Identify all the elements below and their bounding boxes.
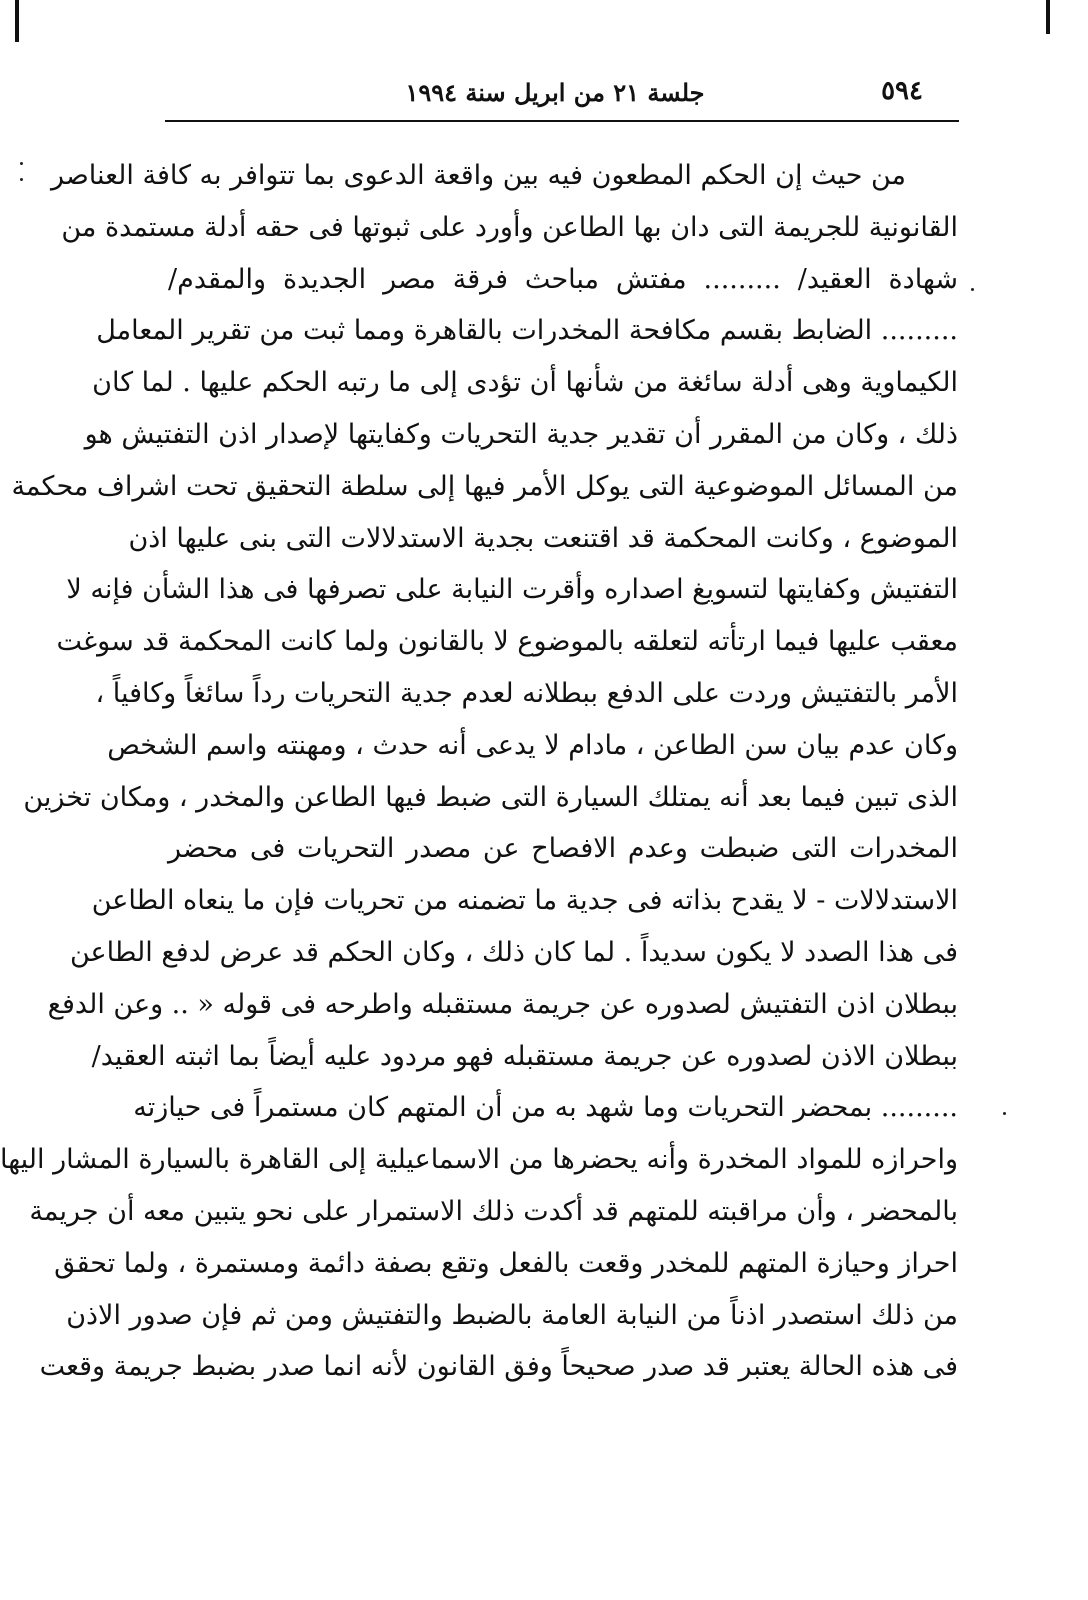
running-head: جلسة ٢١ من ابريل سنة ١٩٩٤ (405, 78, 705, 107)
scan-speck (20, 162, 23, 165)
text-line: ببطلان اذن التفتيش لصدوره عن جريمة مستقبله واطرحه فى قوله « .. وعن الدفع (47, 988, 958, 1020)
text-line: التفتيش وكفايتها لتسويغ اصداره وأقرت النيابة على تصرفها فى هذا الشأن فإنه لا (66, 574, 958, 606)
text-line: ببطلان الاذن لصدوره عن جريمة مستقبله فهو مردود عليه أيضاً بما اثبته العقيد/ (91, 1040, 958, 1072)
body-text (0, 150, 958, 1393)
text-line: واحرازه للمواد المخدرة وأنه يحضرها من الاسماعيلية إلى القاهرة بالسيارة المشار اليها (0, 1144, 958, 1176)
text-line: الأمر بالتفتيش وردت على الدفع ببطلانه لعدم جدية التحريات رداً سائغاً وكافياً ، (95, 677, 958, 709)
text-line: من ذلك استصدر اذناً من النيابة العامة بالضبط والتفتيش ومن ثم فإن صدور الاذن (66, 1299, 958, 1331)
scan-speck (971, 288, 974, 291)
text-line: ......... بمحضر التحريات وما شهد به من أن المتهم كان مستمراً فى حيازته (133, 1092, 958, 1124)
text-line: الذى تبين فيما بعد أنه يمتلك السيارة التى ضبط فيها الطاعن والمخدر ، ومكان تخزين (23, 781, 958, 813)
scan-speck (1003, 1112, 1006, 1115)
text-line: الكيماوية وهى أدلة سائغة من شأنها أن تؤدى إلى ما رتبه الحكم عليها . لما كان (92, 367, 958, 399)
scan-edge-mark (1046, 0, 1050, 34)
text-line: القانونية للجريمة التى دان بها الطاعن وأورد على ثبوتها فى حقه أدلة مستمدة من (61, 211, 958, 243)
text-line: احراز وحيازة المتهم للمخدر وقعت بالفعل وتقع بصفة دائمة ومستمرة ، ولما تحقق (54, 1247, 958, 1279)
text-line: وكان عدم بيان سن الطاعن ، مادام لا يدعى أنه حدث ، ومهنته واسم الشخص (107, 729, 958, 761)
text-line: المخدرات التى ضبطت وعدم الافصاح عن مصدر التحريات فى محضر (168, 833, 958, 865)
text-line: الموضوع ، وكانت المحكمة قد اقتنعت بجدية الاستدلالات التى بنى عليها اذن (128, 522, 958, 554)
text-line: بالمحضر ، وأن مراقبته للمتهم قد أكدت ذلك الاستمرار على نحو يتبين معه أن جريمة (29, 1195, 958, 1227)
text-line: فى هذه الحالة يعتبر قد صدر صحيحاً وفق القانون لأنه انما صدر بضبط جريمة وقعت (39, 1351, 958, 1383)
text-line: من المسائل الموضوعية التى يوكل الأمر فيها إلى سلطة التحقيق تحت اشراف محكمة (11, 470, 958, 502)
text-line: الاستدلالات - لا يقدح بذاته فى جدية ما تضمنه من تحريات فإن ما ينعاه الطاعن (91, 885, 958, 917)
scan-speck (20, 178, 23, 181)
text-line: فى هذا الصدد لا يكون سديداً . لما كان ذلك ، وكان الحكم قد عرض لدفع الطاعن (70, 936, 958, 968)
page-header (165, 70, 945, 118)
text-line: ......... الضابط بقسم مكافحة المخدرات بالقاهرة ومما ثبت من تقرير المعامل (96, 315, 958, 347)
text-line: ذلك ، وكان من المقرر أن تقدير جدية التحريات وكفايتها لإصدار اذن التفتيش هو (84, 418, 958, 450)
page-number: ٥٩٤ (881, 76, 923, 106)
header-divider (165, 120, 959, 122)
text-line: معقب عليها فيما ارتأته لتعلقه بالموضوع لا بالقانون ولما كانت المحكمة قد سوغت (56, 626, 958, 658)
scan-edge-mark (15, 0, 19, 42)
text-line: شهادة العقيد/ ......... مفتش مباحث فرقة مصر الجديدة والمقدم/ (168, 263, 958, 295)
text-line: من حيث إن الحكم المطعون فيه بين واقعة الدعوى بما تتوافر به كافة العناصر (50, 160, 906, 191)
